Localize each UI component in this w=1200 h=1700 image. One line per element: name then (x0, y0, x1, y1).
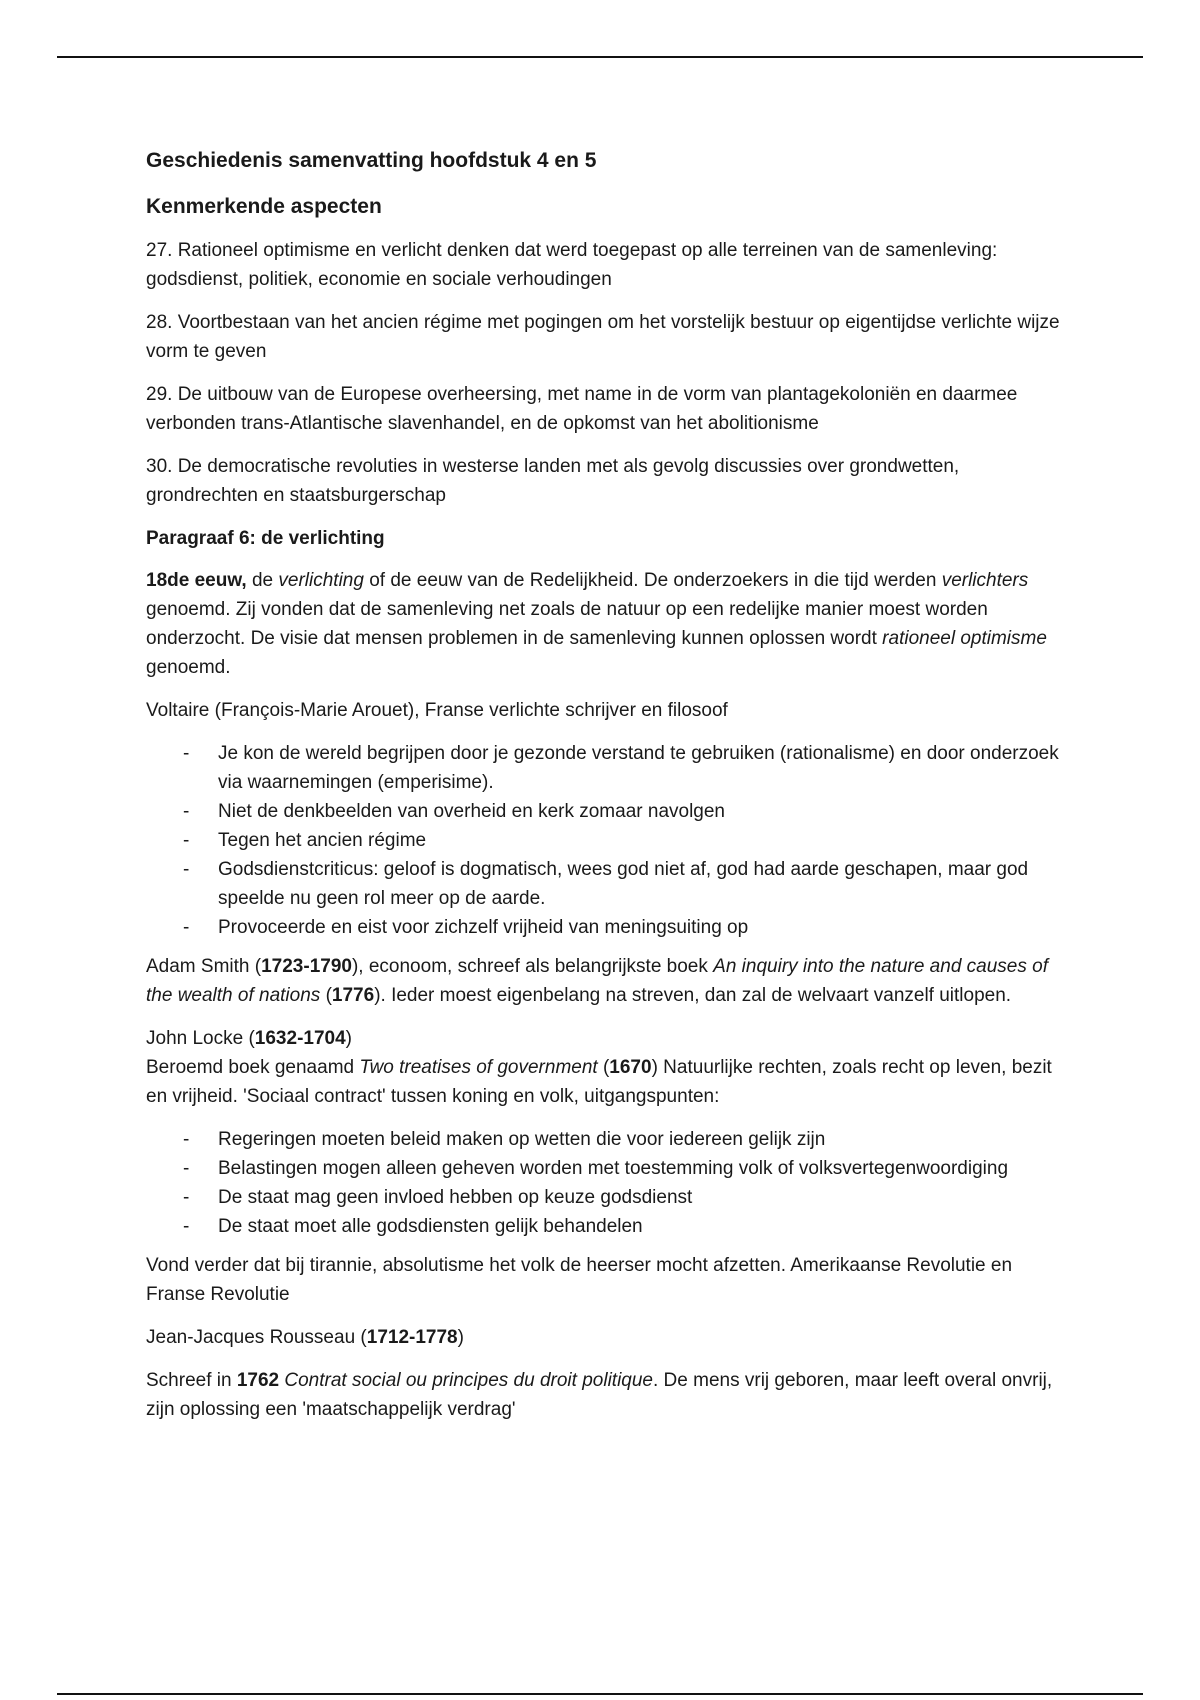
aspect-28: 28. Voortbestaan van het ancien régime met pogingen om het vorstelijk bestuur op eigentijdse verlichte wijze vorm te geven (146, 312, 1060, 362)
intro-century: 18de eeuw, (146, 570, 247, 591)
list-item: - Niet de denkbeelden van overheid en kerk zomaar navolgen (146, 797, 1066, 826)
rousseau-name: Jean-Jacques Rousseau (1712-1778) (146, 1327, 464, 1348)
voltaire-list (146, 739, 1066, 942)
list-item: - Tegen het ancien régime (146, 826, 1066, 855)
rousseau-years: 1712-1778 (366, 1327, 458, 1348)
list-item: - Provoceerde en eist voor zichzelf vrijheid van meningsuiting op (146, 913, 1066, 942)
locke-name: John Locke (1632-1704) (146, 1028, 352, 1049)
list-item: - De staat mag geen invloed hebben op keuze godsdienst (146, 1183, 1066, 1212)
list-item: - De staat moet alle godsdiensten gelijk behandelen (146, 1212, 1066, 1241)
smith-years: 1723-1790 (261, 956, 352, 977)
aspect-30: 30. De democratische revoluties in westerse landen met als gevolg discussies over grondwetten, grondrechten en staatsburgerschap (146, 456, 960, 506)
paragraph-heading: Paragraaf 6: de verlichting (146, 528, 385, 549)
aspect-27: 27. Rationeel optimisme en verlicht denken dat werd toegepast op alle terreinen van de samenleving: godsdienst, politiek, economie en sociale verhoudingen (146, 240, 998, 290)
footer-rule (57, 1693, 1143, 1695)
locke-list (146, 1125, 1066, 1241)
term-verlichting: verlichting (278, 570, 364, 591)
locke-paragraph: Beroemd boek genaamd Two treatises of government (1670) Natuurlijke rechten, zoals recht op leven, bezit en vrijheid. 'Sociaal contract' tussen koning en volk, uitgangspunten: (146, 1057, 1052, 1107)
smith-paragraph: Adam Smith (1723-1790), econoom, schreef als belangrijkste boek An inquiry into the nature and causes of the wealth of nations (1776). Ieder moest eigenbelang na streven, dan zal de welvaart vanzelf uitlopen. (146, 956, 1048, 1006)
locke-book-year: 1670 (609, 1057, 652, 1078)
locke-conclusion: Vond verder dat bij tirannie, absolutisme het volk de heerser mocht afzetten. Amerikaanse Revolutie en Franse Revolutie (146, 1255, 1013, 1305)
smith-book: An inquiry into the nature and causes of the wealth of nations (146, 956, 1048, 1006)
list-item: - Je kon de wereld begrijpen door je gezonde verstand te gebruiken (rationalisme) en door onderzoek via waarnemingen (emperisime). (146, 739, 1066, 797)
document-body (146, 146, 1066, 1438)
rousseau-book: Contrat social ou principes du droit politique (284, 1370, 653, 1391)
locke-years: 1632-1704 (254, 1028, 346, 1049)
aspect-29: 29. De uitbouw van de Europese overheersing, met name in de vorm van plantagekoloniën en daarmee verbonden trans-Atlantische slavenhandel, en de opkomst van het abolitionisme (146, 384, 1018, 434)
rousseau-paragraph: Schreef in 1762 Contrat social ou principes du droit politique. De mens vrij geboren, maar leeft overal onvrij, zijn oplossing een 'maatschappelijk verdrag' (146, 1370, 1053, 1420)
term-rationeel-optimisme: rationeel optimisme (882, 628, 1047, 649)
document-title: Geschiedenis samenvatting hoofdstuk 4 en 5 (146, 149, 597, 172)
term-verlichters: verlichters (941, 570, 1029, 591)
aspects-heading: Kenmerkende aspecten (146, 195, 382, 218)
list-item: - Godsdienstcriticus: geloof is dogmatisch, wees god niet af, god had aarde geschapen, maar god speelde nu geen rol meer op de aarde. (146, 855, 1066, 913)
locke-book: Two treatises of government (359, 1057, 598, 1078)
voltaire-line: Voltaire (François-Marie Arouet), Franse verlichte schrijver en filosoof (146, 700, 728, 721)
header-rule (57, 56, 1143, 58)
smith-book-year: 1776 (331, 985, 375, 1006)
rousseau-year: 1762 (236, 1370, 280, 1391)
intro-paragraph: 18de eeuw, de verlichting of de eeuw van de Redelijkheid. De onderzoekers in die tijd werden verlichters genoemd. Zij vonden dat de samenleving net zoals de natuur op een redelijke manier moest worden onderzocht. De visie dat mensen problemen in de samenleving kunnen oplossen wordt rationeel optimisme genoemd. (146, 570, 1047, 678)
list-item: - Belastingen mogen alleen geheven worden met toestemming volk of volksvertegenwoordiging (146, 1154, 1066, 1183)
list-item: - Regeringen moeten beleid maken op wetten die voor iedereen gelijk zijn (146, 1125, 1066, 1154)
